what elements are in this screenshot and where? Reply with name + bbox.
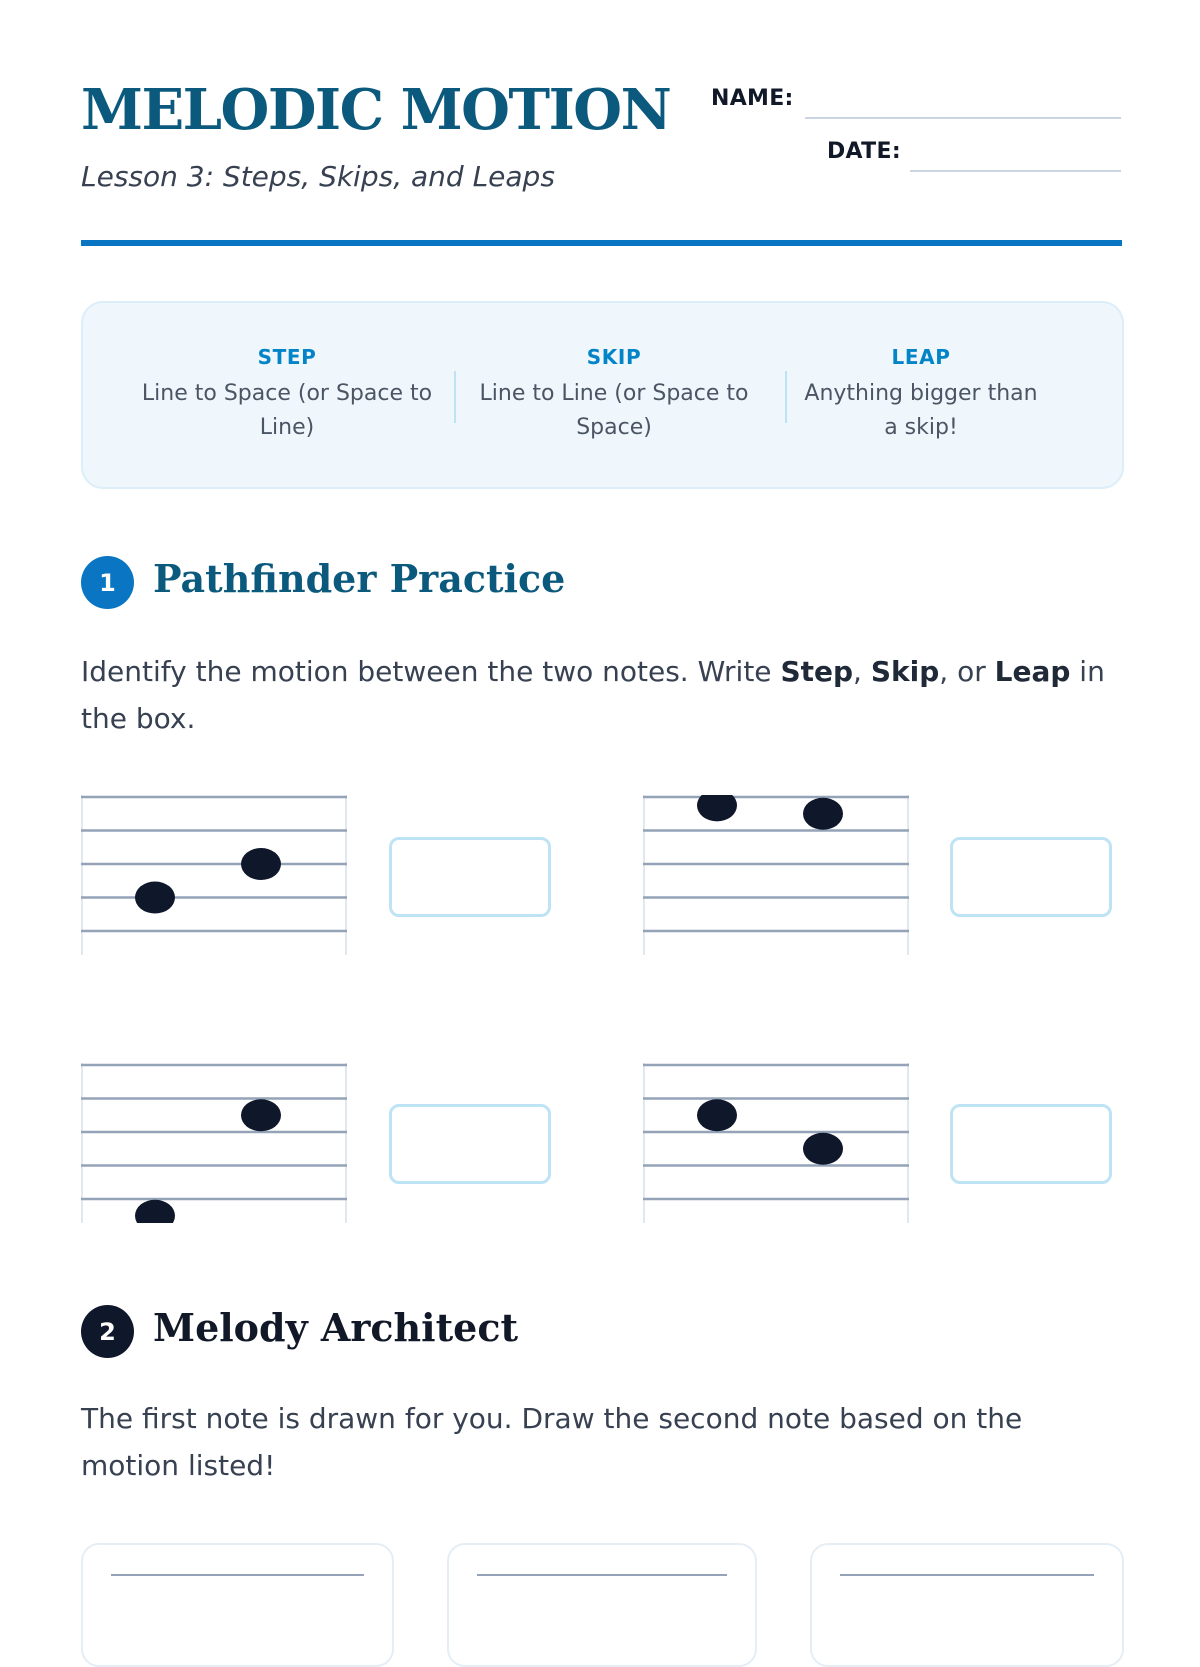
note-1 xyxy=(135,882,175,914)
section-2-badge: 2 xyxy=(81,1305,134,1358)
staff-svg xyxy=(81,795,347,955)
staff-svg xyxy=(643,1063,909,1223)
exercise-1-answer-box[interactable] xyxy=(389,837,551,917)
legend-skip xyxy=(474,345,754,445)
date-label: DATE: xyxy=(827,139,901,164)
section-1-badge: 1 xyxy=(81,556,134,609)
legend-step xyxy=(141,345,433,445)
legend-divider xyxy=(785,371,787,423)
instructions-text: , xyxy=(853,655,871,688)
staff-svg xyxy=(81,1063,347,1223)
legend-step-desc: Line to Space (or Space to Line) xyxy=(141,381,433,440)
staff-svg xyxy=(643,795,909,955)
date-field[interactable] xyxy=(910,170,1121,172)
melody-card xyxy=(81,1543,394,1667)
legend-leap-desc: Anything bigger than a skip! xyxy=(804,381,1038,440)
note-2 xyxy=(803,798,843,830)
section-1-title: Pathfinder Practice xyxy=(153,556,566,601)
note-1 xyxy=(697,1099,737,1131)
exercise-1-staff xyxy=(81,795,347,955)
exercise-2-staff xyxy=(643,795,909,955)
note-2 xyxy=(241,848,281,880)
note-2 xyxy=(241,1099,281,1131)
legend-leap-title: LEAP xyxy=(891,345,951,369)
instructions-text: , or xyxy=(939,655,995,688)
legend-leap xyxy=(796,345,1046,445)
header-divider xyxy=(81,240,1122,246)
instructions-text: in the box. xyxy=(81,655,1105,735)
name-field[interactable] xyxy=(805,117,1121,119)
legend-skip-desc: Line to Line (or Space to Space) xyxy=(479,381,749,440)
note-1 xyxy=(135,1200,175,1223)
worksheet-page xyxy=(81,0,1122,1600)
section-2-instructions: The first note is drawn for you. Draw the second note based on the motion listed! xyxy=(81,1402,1023,1482)
section-1-instructions xyxy=(81,648,1122,742)
card-staff-line xyxy=(111,1574,364,1576)
name-label: NAME: xyxy=(711,86,794,111)
card-staff-line xyxy=(840,1574,1094,1576)
melody-card xyxy=(447,1543,757,1667)
exercise-3-answer-box[interactable] xyxy=(389,1104,551,1184)
exercise-4-answer-box[interactable] xyxy=(950,1104,1112,1184)
instructions-leap: Leap xyxy=(994,655,1071,688)
note-1 xyxy=(697,795,737,821)
section-2-title: Melody Architect xyxy=(153,1305,519,1350)
worksheet-title: MELODIC MOTION xyxy=(81,77,671,143)
card-staff-line xyxy=(477,1574,727,1576)
note-2 xyxy=(803,1133,843,1165)
instructions-skip: Skip xyxy=(870,655,940,688)
legend-skip-title: SKIP xyxy=(586,345,642,369)
lesson-subtitle: Lesson 3: Steps, Skips, and Leaps xyxy=(81,160,555,193)
legend-divider xyxy=(454,371,456,423)
exercise-2-answer-box[interactable] xyxy=(950,837,1112,917)
melody-card xyxy=(810,1543,1124,1667)
exercise-4-staff xyxy=(643,1063,909,1223)
legend-step-title: STEP xyxy=(257,345,317,369)
instructions-step: Step xyxy=(780,655,854,688)
exercise-3-staff xyxy=(81,1063,347,1223)
instructions-text: Identify the motion between the two notes. Write xyxy=(81,655,781,688)
motion-legend xyxy=(81,301,1124,489)
